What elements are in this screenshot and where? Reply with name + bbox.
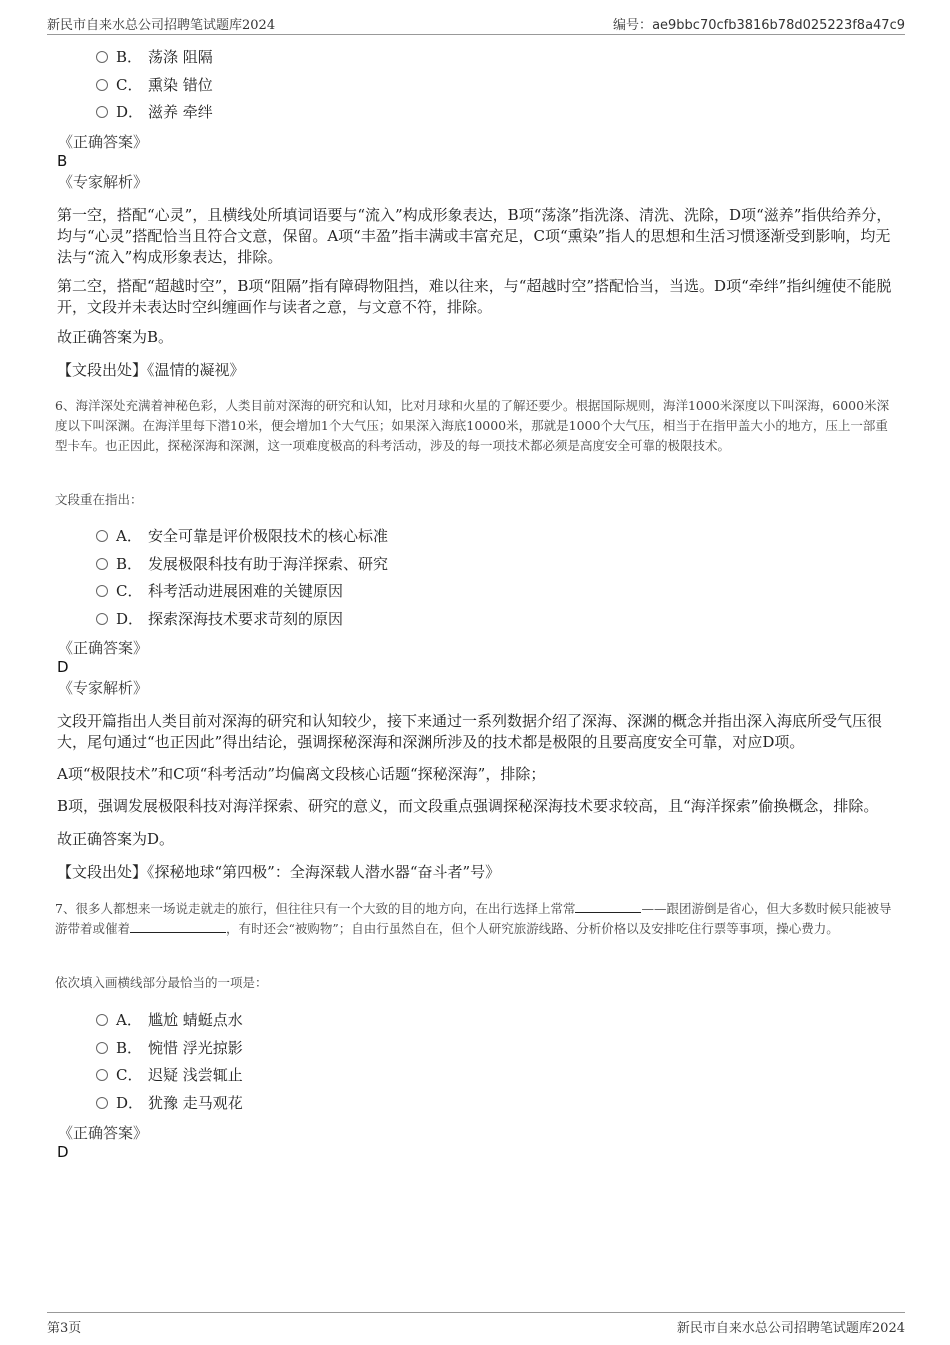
radio-icon[interactable] (96, 1097, 108, 1109)
radio-icon[interactable] (96, 51, 108, 63)
q6-answer: D (57, 658, 69, 676)
page-header (47, 14, 905, 35)
q7-option-c[interactable]: C． 迟疑 浅尝辄止 (96, 1064, 243, 1086)
header-code (613, 14, 905, 33)
q6-analysis-p3: B项，强调发展极限科技对海洋探索、研究的意义，而文段重点强调探秘深海技术要求较高，且“海洋探索”偷换概念，排除。 (57, 797, 879, 815)
q6-analysis-p2: A项“极限技术”和C项“科考活动”均偏离文段核心话题“探秘深海”，排除； (57, 765, 546, 783)
q6-answer-label: 《正确答案》 (58, 639, 149, 657)
radio-icon[interactable] (96, 585, 108, 597)
q6-stem: 6、海洋深处充满着神秘色彩，人类目前对深海的研究和认知，比对月球和火星的了解还要少。根据国际规则，海洋1000米深度以下叫深海，6000米深度以下叫深渊。在海洋里每下潜10米，便会增加1个大气压；如果深入海底10000米，那就是1000个大气压，相当于在指甲盖大小的地方，压上一部重型卡车。也正因此，探秘深海和深渊，这一项难度极高的科考活动，涉及的每一项技术都必须是高度安全可靠的极限技术。 (55, 398, 890, 453)
q5-option-d[interactable]: D． 滋养 牵绊 (96, 101, 213, 123)
radio-icon[interactable] (96, 1014, 108, 1026)
q5-option-c[interactable]: C． 熏染 错位 (96, 74, 213, 96)
radio-icon[interactable] (96, 1069, 108, 1081)
q6-analysis-p4: 故正确答案为D。 (57, 830, 175, 848)
footer-title: 新民市自来水总公司招聘笔试题库2024 (676, 1321, 905, 1336)
q6-option-c[interactable]: C． 科考活动进展困难的关键原因 (96, 580, 343, 602)
header-code-label: 编号： (613, 18, 653, 33)
page-footer (47, 1312, 905, 1336)
q6-source: 【文段出处】《探秘地球“第四极”：全海深载人潜水器“奋斗者”号》 (57, 863, 501, 881)
q7-answer-label: 《正确答案》 (58, 1124, 149, 1142)
q5-analysis-p3: 故正确答案为B。 (57, 328, 174, 346)
radio-icon[interactable] (96, 530, 108, 542)
q7-answer: D (57, 1143, 69, 1161)
radio-icon[interactable] (96, 1042, 108, 1054)
radio-icon[interactable] (96, 79, 108, 91)
page-number: 第3页 (47, 1321, 82, 1336)
radio-icon[interactable] (96, 106, 108, 118)
q7-blank-2[interactable] (130, 920, 226, 933)
header-title: 新民市自来水总公司招聘笔试题库2024 (47, 18, 276, 33)
q5-option-b[interactable]: B． 荡涤 阻隔 (96, 46, 213, 68)
q7-option-d[interactable]: D． 犹豫 走马观花 (96, 1092, 243, 1114)
q5-source: 【文段出处】《温情的凝视》 (57, 361, 245, 379)
q6-option-b[interactable]: B． 发展极限科技有助于海洋探索、研究 (96, 553, 388, 575)
q7-option-a[interactable]: A． 尴尬 蜻蜓点水 (96, 1009, 243, 1031)
q6-option-d[interactable]: D． 探索深海技术要求苛刻的原因 (96, 608, 343, 630)
q7-option-b[interactable]: B． 惋惜 浮光掠影 (96, 1037, 243, 1059)
q6-analysis-p1: 文段开篇指出人类目前对深海的研究和认知较少，接下来通过一系列数据介绍了深海、深渊的概念并指出深入海底所受气压很大，尾句通过“也正因此”得出结论，强调探秘深海和深渊所涉及的技术都是极限的且要高度安全可靠，对应D项。 (57, 712, 883, 751)
q5-analysis-p1: 第一空，搭配“心灵”，且横线处所填词语要与“流入”构成形象表达，B项“荡涤”指洗涤、清洗、洗除，D项“滋养”指供给养分，均与“心灵”搭配恰当且符合文意，保留。A项“丰盈”指丰满或丰富充足，C项“熏染”指人的思想和生活习惯逐渐受到影响，均无法与“流入”构成形象表达，排除。 (57, 206, 892, 266)
q5-answer: B (57, 152, 68, 170)
radio-icon[interactable] (96, 558, 108, 570)
q6-option-a[interactable]: A． 安全可靠是评价极限技术的核心标准 (96, 525, 388, 547)
q5-analysis-label: 《专家解析》 (58, 173, 149, 191)
q5-analysis-p2: 第二空，搭配“超越时空”，B项“阻隔”指有障碍物阻挡，难以往来，与“超越时空”搭配恰当，当选。D项“牵绊”指纠缠使不能脱开，文段并未表达时空纠缠画作与读者之意，与文意不符，排除。 (57, 277, 892, 316)
q5-answer-label: 《正确答案》 (58, 133, 149, 151)
q7-blank-1[interactable] (575, 900, 641, 913)
header-code-value: ae9bbc70cfb3816b78d025223f8a47c9 (652, 18, 905, 33)
radio-icon[interactable] (96, 613, 108, 625)
q6-prompt: 文段重在指出： (55, 492, 143, 507)
q7-stem: 7、很多人都想来一场说走就走的旅行，但往往只有一个大致的目的地方向，在出行选择上常常 ——跟团游倒是省心，但大多数时候只能被导游带着或催着 ，有时还会“被购物”；自由行虽然自在，但个人研究旅游线路、分析价格以及安排吃住行票等事项，操心费力。 (55, 901, 892, 936)
q6-analysis-label: 《专家解析》 (58, 679, 149, 697)
q7-prompt: 依次填入画横线部分最恰当的一项是： (55, 975, 268, 990)
